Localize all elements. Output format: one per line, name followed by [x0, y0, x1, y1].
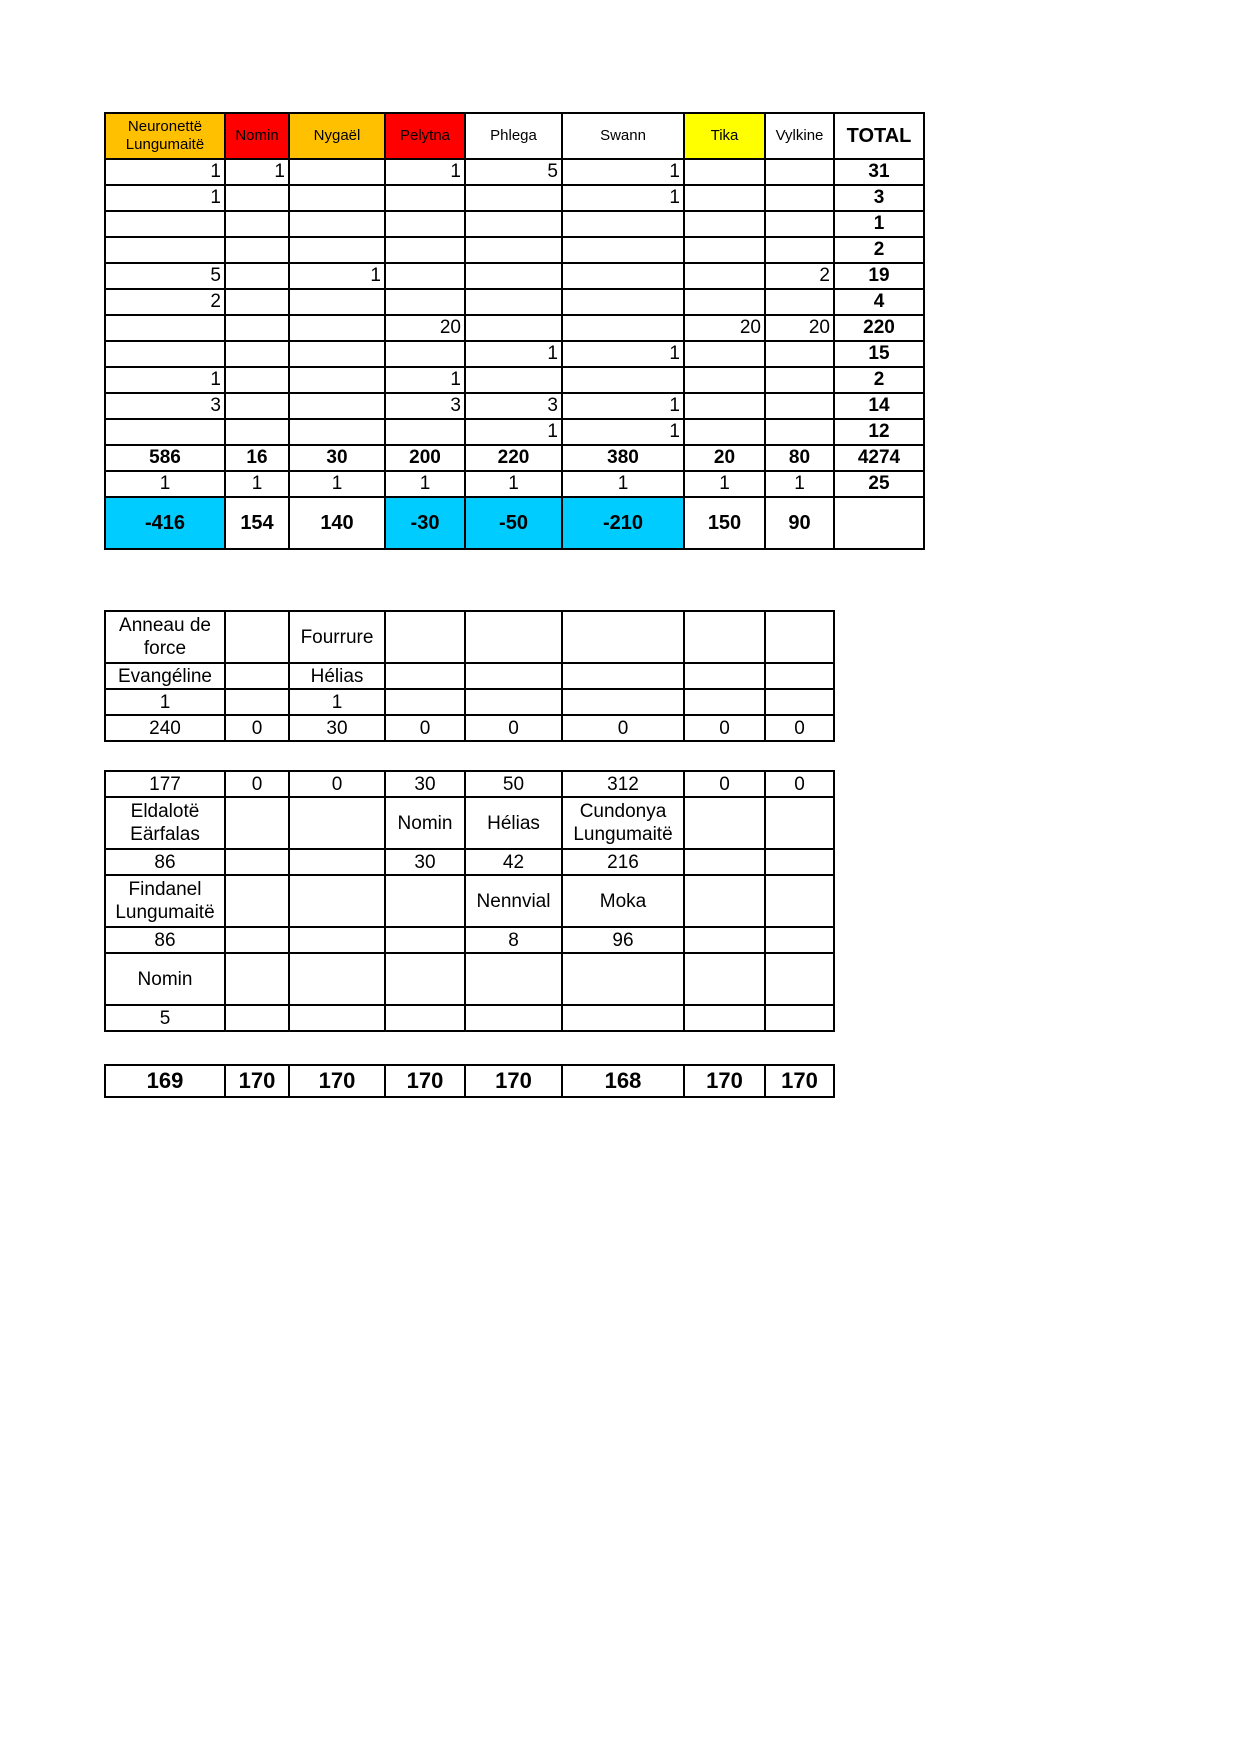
sum-cell: 80 [765, 445, 834, 471]
table-cell: 86 [105, 927, 225, 953]
final-cell: 170 [385, 1065, 465, 1097]
table-cell: 1 [105, 185, 225, 211]
table-cell [765, 849, 834, 875]
table-cell [684, 185, 765, 211]
sum-cell: 4274 [834, 445, 924, 471]
count-cell: 1 [562, 471, 684, 497]
table-cell: 2 [105, 289, 225, 315]
table-cell [465, 263, 562, 289]
table-cell: 2 [834, 367, 924, 393]
table-cell [225, 927, 289, 953]
table-cell [765, 185, 834, 211]
table-cell: 0 [765, 715, 834, 741]
table-cell [289, 341, 385, 367]
table-cell: Nennvial [465, 875, 562, 927]
table-cell [562, 663, 684, 689]
table-cell [385, 663, 465, 689]
table-cell: 20 [385, 315, 465, 341]
sum-cell: 30 [289, 445, 385, 471]
table-cell [385, 927, 465, 953]
table-cell [562, 953, 684, 1005]
table-cell [562, 315, 684, 341]
table-cell [562, 367, 684, 393]
table-cell: 1 [562, 341, 684, 367]
table-row [105, 237, 924, 263]
table-cell: 240 [105, 715, 225, 741]
items-table [104, 610, 835, 742]
sum-cell: 586 [105, 445, 225, 471]
table-cell [385, 611, 465, 663]
table-cell [225, 689, 289, 715]
table-cell [684, 875, 765, 927]
table-cell [385, 419, 465, 445]
table-cell [684, 341, 765, 367]
table-cell [684, 237, 765, 263]
final-totals-table [104, 1064, 835, 1098]
table-cell [765, 611, 834, 663]
table-cell [385, 185, 465, 211]
column-header: Pelytna [385, 113, 465, 159]
count-cell: 1 [105, 471, 225, 497]
table-cell: 1 [105, 367, 225, 393]
table-cell: Nomin [105, 953, 225, 1005]
table-cell [765, 797, 834, 849]
table-cell [465, 289, 562, 315]
balance-cell: -416 [105, 497, 225, 549]
table-cell [105, 211, 225, 237]
table-cell: Anneau de force [105, 611, 225, 663]
table-cell: 1 [289, 689, 385, 715]
table-row [105, 211, 924, 237]
table-cell [289, 797, 385, 849]
final-cell: 170 [684, 1065, 765, 1097]
table-cell [105, 419, 225, 445]
table-cell: 1 [562, 419, 684, 445]
count-cell: 1 [385, 471, 465, 497]
table-cell [225, 263, 289, 289]
header-row [105, 113, 924, 159]
table-cell: 216 [562, 849, 684, 875]
final-cell: 170 [465, 1065, 562, 1097]
table-cell [465, 611, 562, 663]
sum-cell: 16 [225, 445, 289, 471]
table-cell [225, 237, 289, 263]
sum-cell: 220 [465, 445, 562, 471]
table-row [105, 927, 834, 953]
table-cell [684, 927, 765, 953]
table-cell: Evangéline [105, 663, 225, 689]
table-cell [225, 849, 289, 875]
column-header: Nomin [225, 113, 289, 159]
table-cell [385, 263, 465, 289]
count-cell: 1 [225, 471, 289, 497]
table-cell [562, 689, 684, 715]
table-cell: 5 [105, 1005, 225, 1031]
table-cell [765, 367, 834, 393]
table-cell [289, 849, 385, 875]
table-row [105, 315, 924, 341]
table-cell [684, 419, 765, 445]
table-cell [562, 263, 684, 289]
table-cell: 0 [225, 771, 289, 797]
table-cell: 31 [834, 159, 924, 185]
table-cell: 30 [385, 771, 465, 797]
table-cell [225, 211, 289, 237]
table-cell: Fourrure [289, 611, 385, 663]
column-header: Nygaël [289, 113, 385, 159]
sum-cell: 200 [385, 445, 465, 471]
count-cell: 1 [465, 471, 562, 497]
balance-cell: -30 [385, 497, 465, 549]
table-row [105, 953, 834, 1005]
table-cell [225, 289, 289, 315]
column-header: Tika [684, 113, 765, 159]
table-cell [684, 849, 765, 875]
table-cell [684, 611, 765, 663]
table-cell [289, 953, 385, 1005]
count-cell: 1 [765, 471, 834, 497]
table-cell [225, 185, 289, 211]
table-cell: 1 [562, 185, 684, 211]
table-cell [765, 393, 834, 419]
balance-cell: 150 [684, 497, 765, 549]
table-cell: 30 [385, 849, 465, 875]
balance-cell: -210 [562, 497, 684, 549]
table-cell: 1 [834, 211, 924, 237]
sum-cell: 380 [562, 445, 684, 471]
table-cell: 8 [465, 927, 562, 953]
table-cell: Cundonya Lungumaitë [562, 797, 684, 849]
table-cell [289, 237, 385, 263]
table-cell [765, 237, 834, 263]
table-cell [105, 237, 225, 263]
final-cell: 168 [562, 1065, 684, 1097]
table-cell [105, 315, 225, 341]
final-cell: 170 [765, 1065, 834, 1097]
table-cell [765, 211, 834, 237]
table-cell [385, 211, 465, 237]
table-cell [684, 211, 765, 237]
table-cell: 2 [834, 237, 924, 263]
table-cell [225, 875, 289, 927]
table-row [105, 771, 834, 797]
table-cell [684, 393, 765, 419]
table-row [105, 611, 834, 663]
column-header: Vylkine [765, 113, 834, 159]
table-cell [289, 1005, 385, 1031]
table-cell [105, 341, 225, 367]
table-cell: 0 [289, 771, 385, 797]
table-cell [684, 263, 765, 289]
table-cell [225, 797, 289, 849]
table-cell: 20 [765, 315, 834, 341]
table-cell [684, 797, 765, 849]
table-cell: 0 [225, 715, 289, 741]
table-cell: 1 [225, 159, 289, 185]
table-cell: 312 [562, 771, 684, 797]
table-cell [385, 1005, 465, 1031]
table-cell: Eldalotë Eärfalas [105, 797, 225, 849]
table-row [105, 341, 924, 367]
table-cell [385, 689, 465, 715]
table-cell [225, 393, 289, 419]
table-cell: 1 [562, 159, 684, 185]
table-cell [465, 185, 562, 211]
table-cell [289, 315, 385, 341]
final-cell: 170 [225, 1065, 289, 1097]
table-cell [465, 237, 562, 263]
table-cell [465, 953, 562, 1005]
table-cell: Findanel Lungumaitë [105, 875, 225, 927]
table-cell [289, 419, 385, 445]
balance-cell: 154 [225, 497, 289, 549]
table-cell [225, 341, 289, 367]
table-row [105, 849, 834, 875]
table-cell [765, 1005, 834, 1031]
final-cell: 169 [105, 1065, 225, 1097]
table-cell [465, 367, 562, 393]
count-cell: 25 [834, 471, 924, 497]
table-cell: 0 [765, 771, 834, 797]
table-cell: 30 [289, 715, 385, 741]
table-cell [562, 289, 684, 315]
table-cell [765, 953, 834, 1005]
table-cell: 50 [465, 771, 562, 797]
sum-row [105, 445, 924, 471]
count-cell: 1 [289, 471, 385, 497]
table-cell [465, 1005, 562, 1031]
table-cell: 4 [834, 289, 924, 315]
table-cell: 1 [289, 263, 385, 289]
table-cell [765, 159, 834, 185]
table-row [105, 159, 924, 185]
table-cell: 2 [765, 263, 834, 289]
table-cell: 5 [465, 159, 562, 185]
column-header: Phlega [465, 113, 562, 159]
table-cell [225, 367, 289, 393]
table-cell: 12 [834, 419, 924, 445]
table-cell [289, 289, 385, 315]
table-row [105, 185, 924, 211]
table-cell [562, 1005, 684, 1031]
table-cell [289, 159, 385, 185]
table-cell: 1 [385, 367, 465, 393]
column-header: TOTAL [834, 113, 924, 159]
table-cell: 19 [834, 263, 924, 289]
table-cell [225, 611, 289, 663]
table-cell: 0 [684, 771, 765, 797]
table-row [105, 393, 924, 419]
table-cell [765, 927, 834, 953]
table-cell [385, 341, 465, 367]
table-cell: 1 [562, 393, 684, 419]
table-cell: 1 [105, 689, 225, 715]
count-row [105, 471, 924, 497]
table-row [105, 289, 924, 315]
balance-cell: 140 [289, 497, 385, 549]
table-row [105, 875, 834, 927]
table-cell [385, 237, 465, 263]
table-cell: 20 [684, 315, 765, 341]
table-cell: 3 [105, 393, 225, 419]
balance-cell [834, 497, 924, 549]
table-row [105, 367, 924, 393]
table-cell: 177 [105, 771, 225, 797]
transfers-table [104, 770, 835, 1032]
table-cell: 0 [684, 715, 765, 741]
main-table [104, 112, 925, 550]
table-row [105, 715, 834, 741]
table-cell: 3 [385, 393, 465, 419]
table-cell [684, 663, 765, 689]
table-cell: Hélias [289, 663, 385, 689]
table-cell [225, 663, 289, 689]
table-cell: 1 [465, 341, 562, 367]
table-cell: 0 [562, 715, 684, 741]
table-cell [465, 211, 562, 237]
table-cell [465, 315, 562, 341]
table-cell: Hélias [465, 797, 562, 849]
table-cell [765, 289, 834, 315]
table-cell [225, 1005, 289, 1031]
table-cell: 1 [105, 159, 225, 185]
table-cell: 42 [465, 849, 562, 875]
count-cell: 1 [684, 471, 765, 497]
table-row [105, 663, 834, 689]
table-row [105, 797, 834, 849]
table-cell [562, 237, 684, 263]
table-cell [289, 367, 385, 393]
table-cell [765, 419, 834, 445]
table-cell [225, 953, 289, 1005]
table-cell: 14 [834, 393, 924, 419]
table-cell: 15 [834, 341, 924, 367]
table-cell [225, 419, 289, 445]
table-cell [289, 393, 385, 419]
table-cell [684, 953, 765, 1005]
table-cell [289, 927, 385, 953]
table-cell: 0 [465, 715, 562, 741]
table-cell [684, 1005, 765, 1031]
table-cell: 5 [105, 263, 225, 289]
table-cell [562, 611, 684, 663]
table-cell: 0 [385, 715, 465, 741]
table-row [105, 1005, 834, 1031]
table-cell [765, 663, 834, 689]
table-cell [684, 367, 765, 393]
table-cell: 86 [105, 849, 225, 875]
table-row [105, 263, 924, 289]
table-cell [385, 289, 465, 315]
table-cell [289, 211, 385, 237]
table-cell [289, 875, 385, 927]
final-row [105, 1065, 834, 1097]
table-row [105, 689, 834, 715]
column-header: Swann [562, 113, 684, 159]
table-cell [225, 315, 289, 341]
table-cell [684, 689, 765, 715]
balance-cell: -50 [465, 497, 562, 549]
table-cell [465, 663, 562, 689]
table-cell [765, 875, 834, 927]
table-cell: Moka [562, 875, 684, 927]
balance-row [105, 497, 924, 549]
column-header: Neuronettë Lungumaitë [105, 113, 225, 159]
table-cell [465, 689, 562, 715]
table-cell [684, 289, 765, 315]
table-cell [385, 875, 465, 927]
table-cell: 1 [465, 419, 562, 445]
table-cell: 220 [834, 315, 924, 341]
table-cell: 3 [465, 393, 562, 419]
table-row [105, 419, 924, 445]
final-cell: 170 [289, 1065, 385, 1097]
table-cell [765, 689, 834, 715]
balance-cell: 90 [765, 497, 834, 549]
table-cell: 96 [562, 927, 684, 953]
sum-cell: 20 [684, 445, 765, 471]
table-cell [385, 953, 465, 1005]
table-cell [562, 211, 684, 237]
table-cell: Nomin [385, 797, 465, 849]
table-cell [684, 159, 765, 185]
table-cell: 3 [834, 185, 924, 211]
table-cell: 1 [385, 159, 465, 185]
table-cell [289, 185, 385, 211]
table-cell [765, 341, 834, 367]
